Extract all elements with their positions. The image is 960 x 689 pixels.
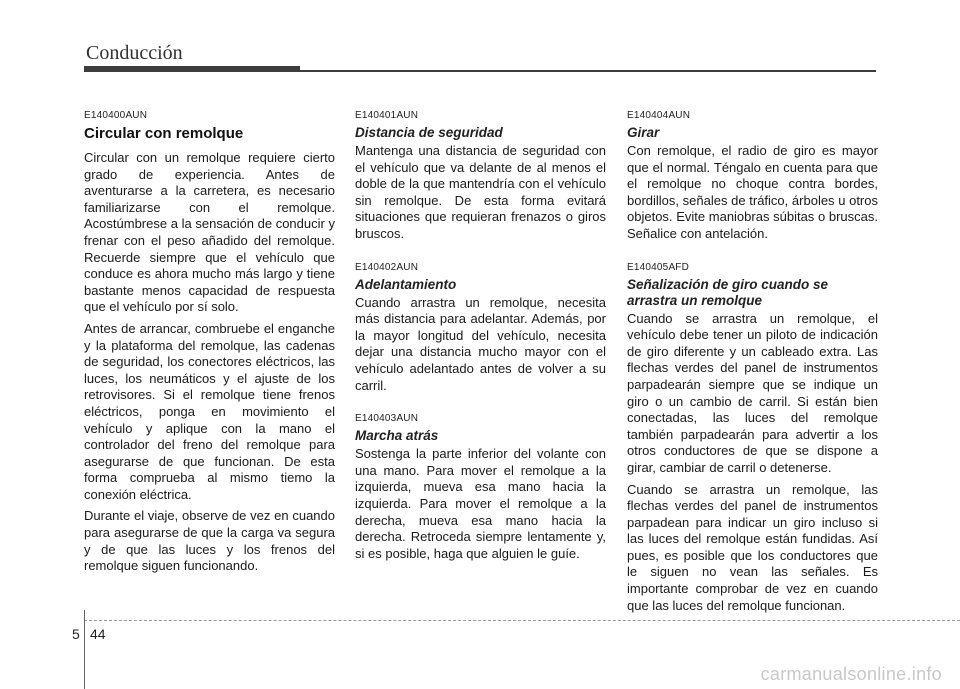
section-code: E140403AUN: [355, 413, 419, 425]
chapter-number: 5: [72, 626, 80, 642]
section-code: E140405AFD: [627, 261, 690, 273]
paragraph: Mantenga una distancia de seguridad con el vehículo que va delante de al menos el doble de la que mantendría con el vehículo sin remolque. De esta forma evitará situaciones que requieran frenazos o giros bruscos.: [355, 143, 606, 241]
paragraph: Circular con un remolque requiere cierto grado de experiencia. Antes de aventurarse a la carretera, es necesario familiarizarse con el remolque. Acostúmbrese a la sensación de conducir y frenar con el peso añadido del remolque. Recuerde siempre que el vehículo que conduce es ahora mucho más largo y tiene bastante menos capacidad de respuesta que el vehículo por sí solo.: [84, 150, 335, 315]
section-title: Circular con remolque: [84, 125, 244, 142]
subsection-title: Marcha atrás: [355, 428, 439, 444]
paragraph: Sostenga la parte inferior del volante con una mano. Para mover el remolque a la izquierda, mueva esa mano hacia la izquierda. Para mover el remolque a la derecha, mueva esa mano hacia la derecha. Retroceda siempre lentamente y, si es posible, haga que alguien le guíe.: [355, 446, 606, 561]
footer-divider: [84, 610, 85, 689]
paragraph: Antes de arrancar, combruebe el enganche y la plataforma del remolque, las cadenas de seguridad, los conectores eléctricos, las luces, los neumáticos y el ajuste de los retrovisores. Si el remolque tiene frenos eléctricos, ponga en movimiento el vehículo y aplique con la mano el controlador del freno del remolque para asegurarse de que funcionan. De esta forma comprueba al mismo tiemo la conexión eléctrica.: [84, 320, 335, 502]
column-2: [355, 110, 606, 567]
subsection-title: Señalización de giro cuando se arrastra un remolque: [627, 276, 829, 308]
paragraph: Cuando se arrastra un remolque, el vehículo debe tener un piloto de indicación de giro diferente y un cableado extra. Las flechas verdes del panel de instrumentos parpadearán siempre que se indique un giro o un cambio de carril. Si están bien conectadas, las luces del remolque también parpadearán para advertir a los otros conductores de que se dispone a girar, cambiar de carril o detenerse.: [627, 310, 878, 475]
column-1: [84, 110, 335, 580]
chapter-title: Conducción: [86, 42, 183, 64]
watermark: carmanualsonline.info: [760, 664, 942, 684]
paragraph: Cuando se arrastra un remolque, las flechas verdes del panel de instrumentos parpadean para indicar un giro incluso si las luces del remolque están fundidas. Así pues, es posible que los conductores que le siguen no vean las señales. Es importante comprobar de vez en cuando que las luces del remolque funcionan.: [627, 481, 878, 613]
section-code: E140402AUN: [355, 261, 419, 273]
section-code: E140404AUN: [627, 110, 691, 121]
paragraph: Cuando arrastra un remolque, necesita más distancia para adelantar. Además, por la mayor longitud del vehículo, necesita dejar una distancia mucho mayor con el vehículo adelantado antes de volver a su carril.: [355, 294, 606, 393]
header-bar: [84, 66, 300, 72]
header-rule: [300, 70, 876, 72]
column-3: [627, 110, 878, 619]
page-number: 44: [90, 626, 106, 642]
section-code: E140400AUN: [84, 110, 148, 121]
paragraph: Con remolque, el radio de giro es mayor que el normal. Téngalo en cuenta para que el remolque no choque contra bordes, bordillos, señales de tráfico, árboles u otros objetos. Evite maniobras súbitas o bruscas. Señalice con antelación.: [627, 143, 878, 241]
subsection-title: Girar: [627, 125, 660, 140]
subsection-title: Distancia de seguridad: [355, 125, 503, 140]
footer-rule: [84, 620, 960, 621]
subsection-title: Adelantamiento: [355, 276, 457, 292]
paragraph: Durante el viaje, observe de vez en cuando para asegurarse de que la carga va segura y de que las luces y los frenos del remolque siguen funcionando.: [84, 508, 335, 574]
section-code: E140401AUN: [355, 110, 419, 121]
